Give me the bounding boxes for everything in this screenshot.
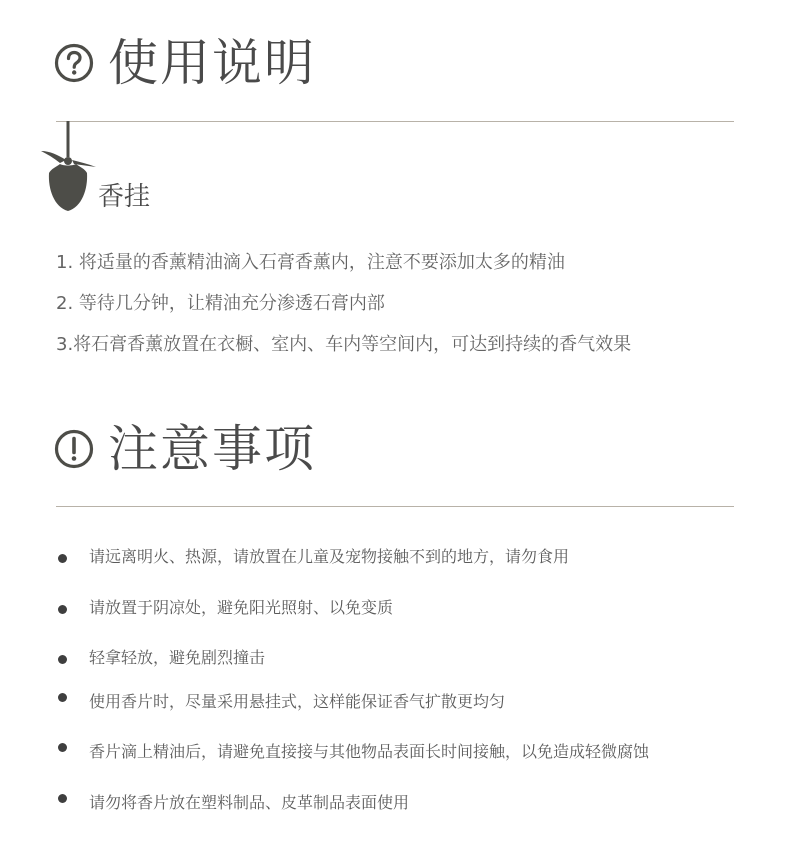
exclamation-circle-icon [54,429,94,469]
note-text: 请放置于阴凉处，避免阳光照射、以免变质 [89,598,394,617]
note-item [58,544,569,567]
note-item [58,689,505,712]
note-text: 使用香片时，尽量采用悬挂式，这样能保证香气扩散更均匀 [89,692,506,711]
hanging-sachet-icon [38,121,100,215]
usage-step: 1. 将适量的香薰精油滴入石膏香薰内，注意不要添加太多的精油 [56,252,565,273]
note-text: 轻拿轻放，避免剧烈撞击 [89,648,266,667]
usage-section-header [54,34,316,92]
usage-title: 使用说明 [108,34,316,92]
note-item [58,790,409,813]
item-name-label: 香挂 [98,182,151,212]
usage-steps-list [56,250,631,373]
bullet-icon [58,554,67,563]
bullet-icon [58,693,67,702]
notes-divider [56,506,734,507]
usage-step: 2. 等待几分钟，让精油充分渗透石膏内部 [56,293,385,314]
notes-section-header [54,420,316,478]
bullet-icon [58,655,67,664]
bullet-icon [58,605,67,614]
note-item [58,645,265,668]
bullet-icon [58,743,67,752]
usage-divider [56,121,734,122]
bullet-icon [58,794,67,803]
note-item [58,739,649,762]
note-text: 香片滴上精油后，请避免直接接与其他物品表面长时间接触，以免造成轻微腐蚀 [89,742,650,761]
usage-step: 3.将石膏香薰放置在衣橱、室内、车内等空间内，可达到持续的香气效果 [56,334,632,355]
notes-title: 注意事项 [108,420,316,478]
question-circle-icon [54,43,94,83]
note-item [58,595,393,618]
note-text: 请远离明火、热源，请放置在儿童及宠物接触不到的地方，请勿食用 [89,547,570,566]
note-text: 请勿将香片放在塑料制品、皮革制品表面使用 [89,793,410,812]
